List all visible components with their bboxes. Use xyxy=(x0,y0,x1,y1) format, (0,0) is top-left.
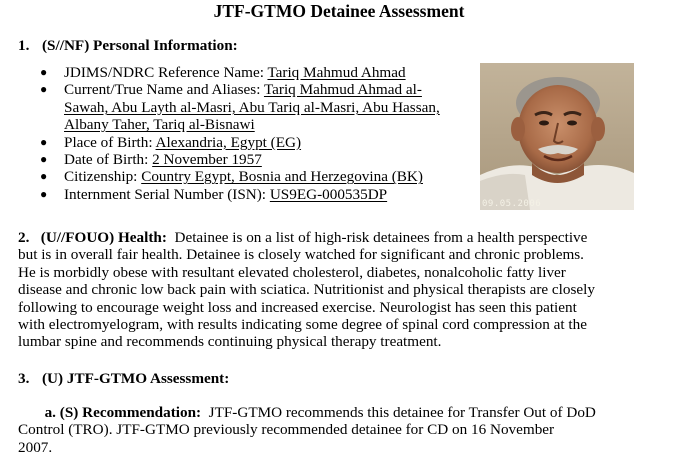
aliases-value-line-3: Albany Taher, Tariq al-Bisnawi xyxy=(64,116,255,134)
detainee-photo xyxy=(480,63,634,210)
section-1-number: 1. xyxy=(18,37,30,54)
list-item xyxy=(38,134,478,151)
section-2-number: 2. xyxy=(18,229,30,246)
isn-label: Internment Serial Number (ISN): xyxy=(64,185,267,203)
bullet-icon: ● xyxy=(40,152,48,167)
health-line-2: but is in overall fair health. Detainee is closely watched for significant and chronic problems. xyxy=(18,246,584,264)
recommendation-line-2: Control (TRO). JTF-GTMO previously recommended detainee for CD on 16 November xyxy=(18,421,555,439)
recommendation-line-1: JTF-GTMO recommends this detainee for Transfer Out of DoD xyxy=(208,404,596,421)
portrait-illustration xyxy=(480,63,634,210)
list-item xyxy=(38,81,478,133)
list-item xyxy=(38,64,478,81)
section-2-health xyxy=(18,229,634,351)
citizenship-label: Citizenship: xyxy=(64,168,138,186)
reference-name-value: Tariq Mahmud Ahmad xyxy=(267,64,406,81)
aliases-value-line-2: Sawah, Abu Layth al-Masri, Abu Tariq al-Masri, Abu Hassan, xyxy=(64,98,440,116)
section-3-number: 3. xyxy=(18,370,30,387)
section-3-title: (U) JTF-GTMO Assessment: xyxy=(42,370,230,387)
health-line-7: lumbar spine and recommends continuing physical therapy treatment. xyxy=(18,333,442,351)
bullet-icon: ● xyxy=(40,65,48,79)
photo-date-stamp: 09.05.2006 xyxy=(482,199,542,209)
health-line-5: following to encourage weight loss and increased exercise. Neurologist has seen this patient xyxy=(18,298,577,316)
section-3a-recommendation xyxy=(18,404,638,456)
section-1-heading xyxy=(18,37,238,54)
bullet-icon: ● xyxy=(40,186,48,201)
date-of-birth-value: 2 November 1957 xyxy=(152,151,262,169)
reference-name-label: JDIMS/NDRC Reference Name: xyxy=(64,64,264,81)
bullet-icon: ● xyxy=(40,134,48,149)
section-3-heading xyxy=(18,370,229,387)
recommendation-heading: a. (S) Recommendation: xyxy=(44,404,202,421)
aliases-value-line-1: Tariq Mahmud Ahmad al- xyxy=(263,81,422,99)
citizenship-value: Country Egypt, Bosnia and Herzegovina (BK) xyxy=(141,168,423,186)
health-line-6: with electromyelogram, with results indicating some degree of spinal cord compression at the xyxy=(18,316,587,334)
aliases-label: Current/True Name and Aliases: xyxy=(64,81,261,99)
list-item xyxy=(38,151,478,168)
date-of-birth-label: Date of Birth: xyxy=(64,151,149,169)
place-of-birth-value: Alexandria, Egypt (EG) xyxy=(155,133,302,151)
list-item xyxy=(38,168,478,185)
section-2-title: (U//FOUO) Health: xyxy=(40,229,167,246)
section-1-title: (S//NF) Personal Information: xyxy=(42,37,238,54)
health-line-4: disease and chronic low back pain with sciatica. Nutritionist and physical therapists are closely xyxy=(18,281,595,299)
personal-info-list xyxy=(38,64,478,203)
isn-value: US9EG-000535DP xyxy=(269,185,388,203)
place-of-birth-label: Place of Birth: xyxy=(64,133,153,151)
document-title: JTF-GTMO Detainee Assessment xyxy=(213,1,465,21)
health-line-1: Detainee is on a list of high-risk detainees from a health perspective xyxy=(174,229,588,246)
bullet-icon: ● xyxy=(40,169,48,184)
list-item xyxy=(38,186,478,203)
recommendation-line-3: 2007. xyxy=(18,438,53,456)
health-line-3: He is morbidly obese with resultant elevated cholesterol, diabetes, nonalcoholic fatty liver xyxy=(18,263,566,281)
bullet-icon: ● xyxy=(40,82,48,97)
